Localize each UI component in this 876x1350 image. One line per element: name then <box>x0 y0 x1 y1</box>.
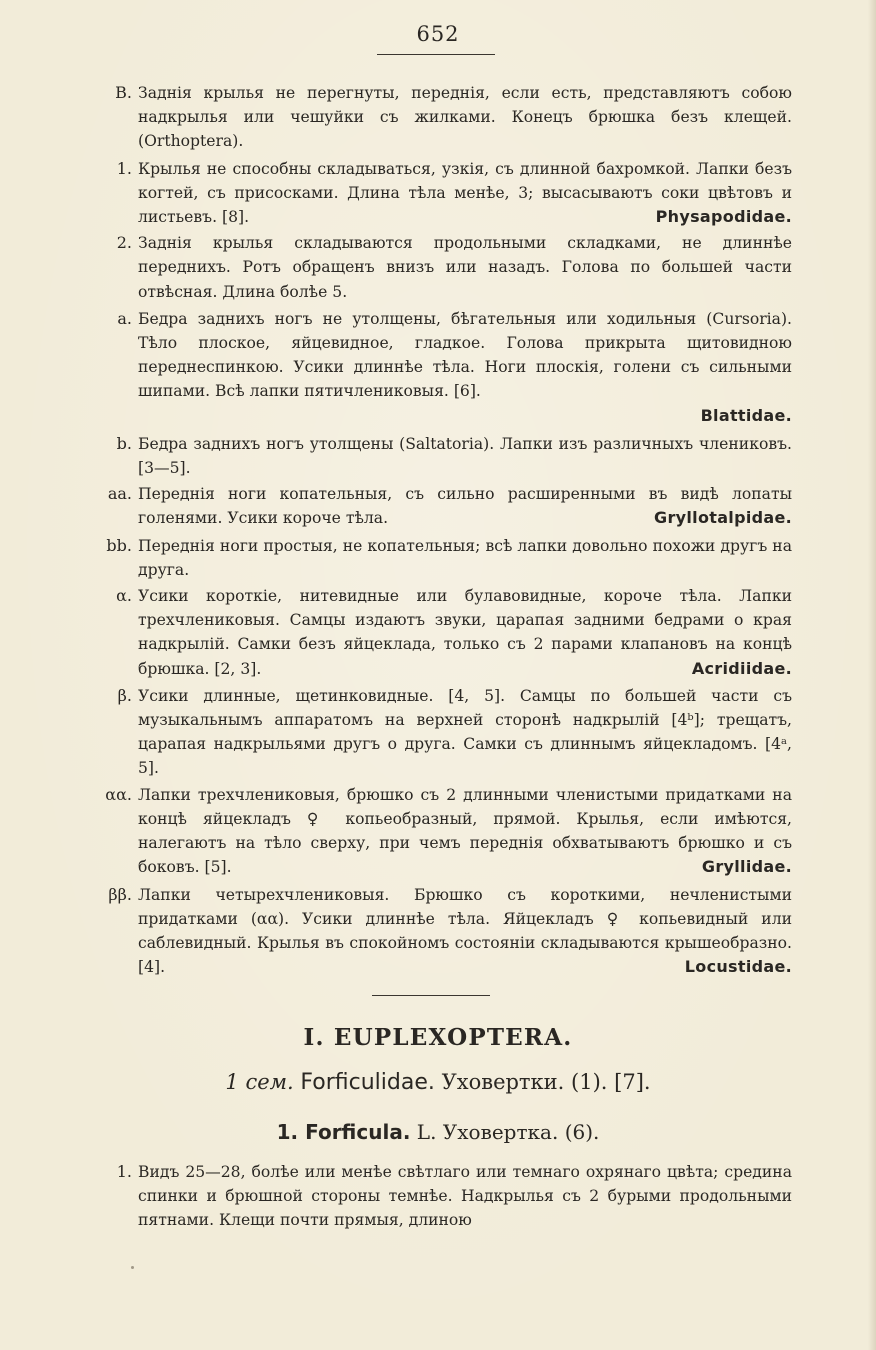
species-mark: 1. <box>116 1162 132 1181</box>
key-text: Переднія ноги копательныя, съ сильно расширенными въ видѣ лопаты голенями. Усики короче тѣла. <box>138 485 792 528</box>
key-text: Бедра заднихъ ногъ не утолщены, бѣгательныя или ходильныя (Cursoria). Тѣло плоское, яйцевидное, гладкое. Голова прикрыта щитовидною переднеспинкою. Усики длиннѣе тѣла. Ноги плоскія, голени съ сильными шипами. Всѣ лапки пятичлениковыя. [6]. <box>138 309 792 401</box>
key-entry-aa <box>107 482 792 530</box>
section-rule <box>372 995 490 996</box>
genus-count: (6). <box>564 1120 600 1144</box>
key-text: Заднія крылья не перегнуты, переднія, если есть, представляютъ собою надкрылья или чешуйки съ жилками. Конецъ брюшка безъ клещей. (Orthoptera). <box>138 84 792 151</box>
key-entry-beta <box>117 684 792 781</box>
key-mark: αα. <box>105 784 132 804</box>
genus-heading <box>0 1120 876 1144</box>
header-rule <box>377 54 495 55</box>
species-entry <box>116 1160 792 1233</box>
key-text: Крылья не способны складываться, узкія, съ длинной бахромкой. Лапки безъ когтей, съ присосками. Длина тѣла менѣе, 3; высасываютъ соки цвѣтовъ и листьевъ. [8]. <box>138 159 792 227</box>
key-entry-beta-beta <box>108 883 793 980</box>
key-text: Переднія ноги простыя, не копательныя; всѣ лапки довольно похожи другъ на друга. <box>138 536 792 579</box>
key-entry-alpha-alpha <box>105 783 792 880</box>
page-number: 652 <box>416 22 460 46</box>
genus-author: L. <box>416 1120 437 1144</box>
paper-speck <box>131 1266 134 1269</box>
key-entry-1 <box>116 157 792 230</box>
family-number: 1 сем. <box>225 1070 294 1094</box>
taxon-name: Physapodidae. <box>655 207 792 227</box>
species-section <box>0 1160 876 1233</box>
key-entry-B <box>115 81 792 154</box>
key-mark: a. <box>117 308 132 328</box>
family-count: (1). <box>571 1070 608 1094</box>
family-ref: [7]. <box>614 1070 651 1094</box>
key-mark: 1. <box>116 158 132 178</box>
identification-key <box>0 81 876 979</box>
key-mark: ββ. <box>108 884 132 904</box>
species-text: Видъ 25—28, болѣе или менѣе свѣтлаго или темнаго охрянаго цвѣта; средина спинки и брюшной стороны темнѣе. Надкрылья съ 2 бурыми продольными пятнами. Клещи почти прямыя, длиною <box>138 1163 792 1230</box>
key-entry-2 <box>116 231 792 304</box>
key-entry-alpha <box>116 584 792 681</box>
key-mark: B. <box>115 83 132 102</box>
key-entry-a <box>117 307 792 428</box>
key-mark: 2. <box>116 233 132 253</box>
key-text: Усики короткіе, нитевидные или булавовидные, короче тѣла. Лапки трехчлениковыя. Самцы издаютъ звуки, царапая задними бедрами о края надкрылій. Самки безъ яйцеклада, только съ 2 парами клапановъ на концѣ брюшка. [2, 3]. <box>138 587 792 678</box>
key-mark: aa. <box>107 484 132 504</box>
family-heading <box>0 1070 876 1095</box>
key-text: Усики длинные, щетинковидные. [4, 5]. Самцы по большей части съ музыкальнымъ аппаратомъ на верхней сторонѣ надкрылій [4ᵇ]; трещатъ, царапая надкрыльями другъ о друга. Самки съ длиннымъ яйцекладомъ. [4ᵃ, 5]. <box>138 686 792 778</box>
genus-russian-name: Уховертка. <box>442 1120 559 1144</box>
key-entry-bb <box>106 534 792 582</box>
key-mark: β. <box>117 685 132 705</box>
key-text: Бедра заднихъ ногъ утолщены (Saltatoria). Лапки изъ различныхъ члениковъ. [3—5]. <box>138 434 792 478</box>
genus-latin-name: 1. Forficula. <box>276 1120 411 1144</box>
taxon-name: Gryllotalpidae. <box>654 508 792 528</box>
taxon-name: Acridiidae. <box>691 658 792 678</box>
key-mark: b. <box>116 433 132 453</box>
key-text: Лапки трехчлениковыя, брюшко съ 2 длинными членистыми придатками на концѣ яйцекладъ ♀ копьеобразный, прямой. Крылья, если имѣются, налегаютъ на тѣло сверху, при чемъ переднія обхватываютъ брюшко и съ боковъ. [5]. <box>138 785 792 877</box>
order-title: I. EUPLEXOPTERA. <box>303 1024 573 1051</box>
key-text: Заднія крылья складываются продольными складками, не длиннѣе переднихъ. Ротъ обращенъ внизъ или назадъ. Голова по большей части отвѣсная. Длина болѣе 5. <box>138 234 792 301</box>
taxon-name: Blattidae. <box>700 405 792 425</box>
family-russian-name: Уховертки. <box>441 1070 565 1094</box>
family-latin-name: Forficulidae. <box>300 1070 435 1095</box>
taxon-name: Locustidae. <box>684 957 792 977</box>
taxon-name: Gryllidae. <box>701 857 792 877</box>
key-mark: bb. <box>106 535 132 555</box>
key-mark: α. <box>116 586 132 606</box>
key-text: Лапки четырехчлениковыя. Брюшко съ короткими, нечленистыми придатками (αα). Усики длиннѣе тѣла. Яйцекладъ ♀ копьевидный или саблевидный. Крылья въ спокойномъ состояніи складываются крышеобразно. [4]. <box>138 885 793 977</box>
key-entry-b <box>116 432 792 480</box>
